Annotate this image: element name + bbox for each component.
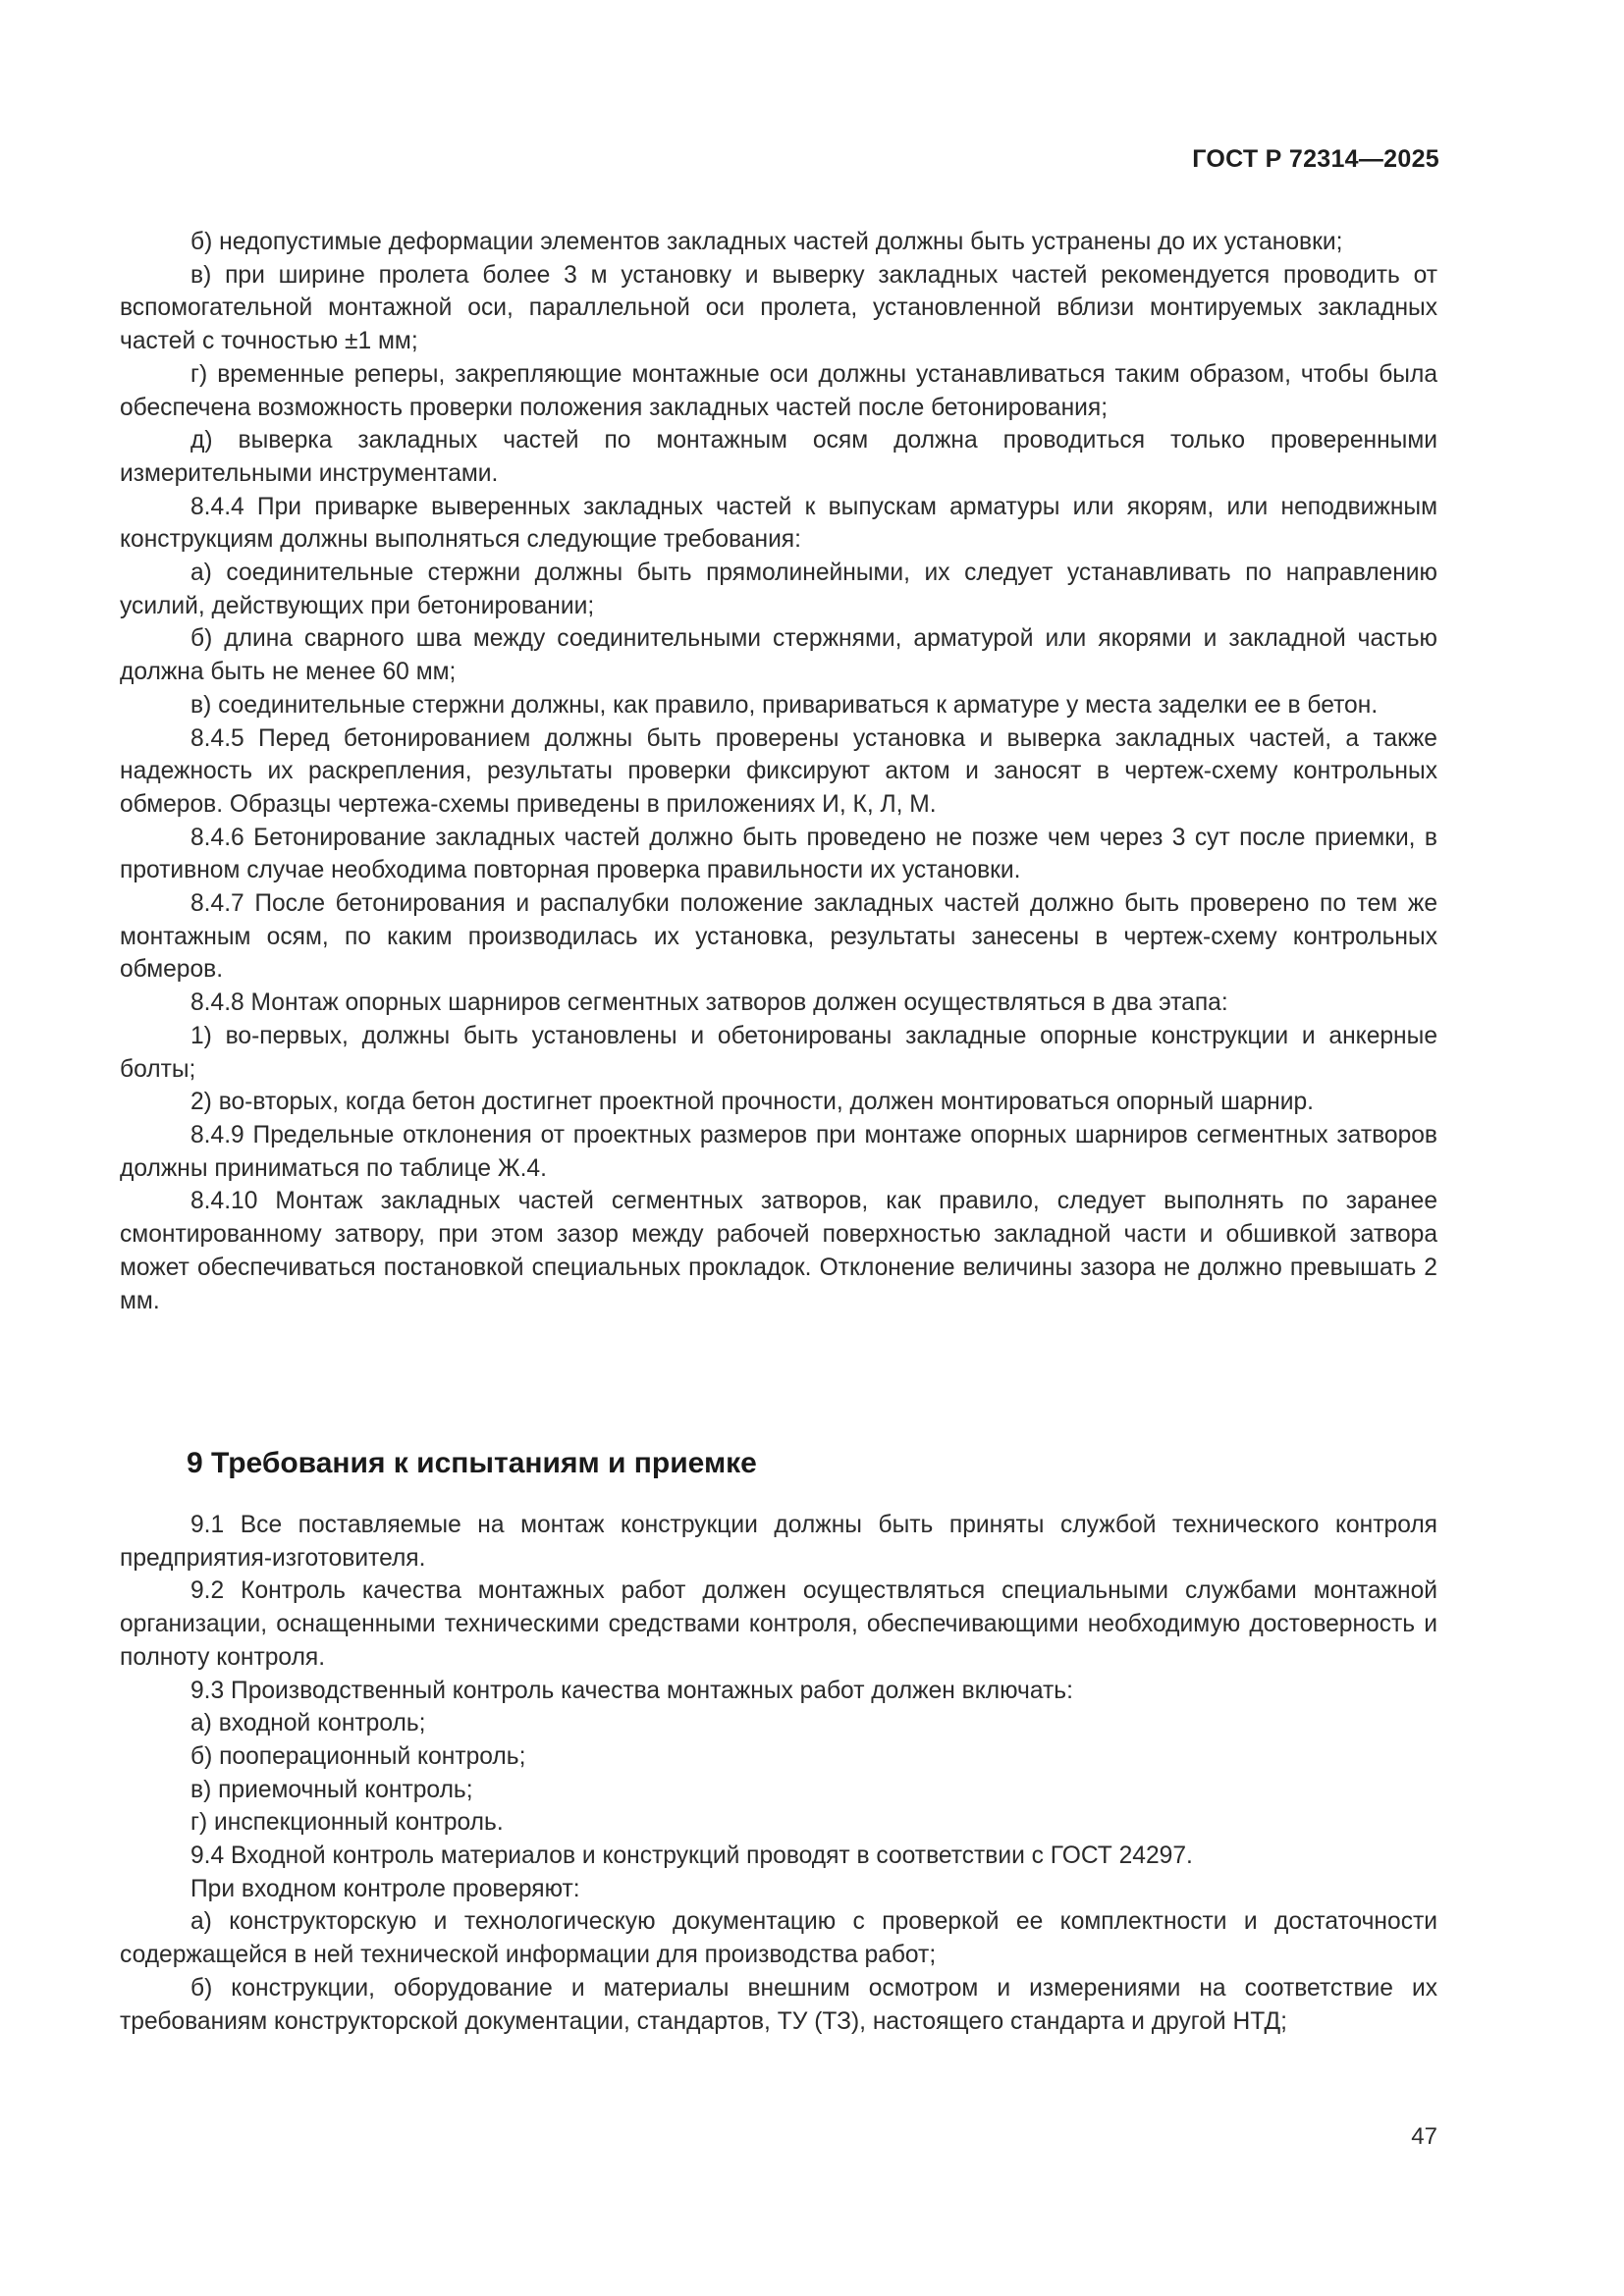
- paragraph: а) входной контроль;: [190, 1710, 426, 1737]
- paragraph: 8.4.4 При приварке выверенных закладных частей к выпускам арматуры или якорям, или неподвижным конструкциям должны выполняться следующие требования:: [120, 493, 1437, 554]
- paragraph: 9.2 Контроль качества монтажных работ должен осуществляться специальными службами монтажной организации, оснащенными техническими средствами контроля, обеспечивающими необходимую достоверность и полноту контроля.: [120, 1577, 1437, 1671]
- paragraph: б) конструкции, оборудование и материалы внешним осмотром и измерениями на соответствие их требованиям конструкторской документации, стандартов, ТУ (ТЗ), настоящего стандарта и другой НТД;: [120, 1974, 1437, 2035]
- paragraph: г) инспекционный контроль.: [190, 1809, 504, 1837]
- paragraph: б) недопустимые деформации элементов закладных частей должны быть устранены до их установки;: [190, 229, 1343, 255]
- page-number: 47: [1411, 2123, 1437, 2150]
- paragraph: 2) во-вторых, когда бетон достигнет проектной прочности, должен монтироваться опорный шарнир.: [190, 1089, 1315, 1116]
- paragraph: б) длина сварного шва между соединительными стержнями, арматурой или якорями и закладной частью должна быть не менее 60 мм;: [120, 625, 1437, 686]
- paragraph: б) пооперационный контроль;: [190, 1742, 526, 1770]
- paragraph: При входном контроле проверяют:: [190, 1875, 580, 1902]
- paragraph: 8.4.5 Перед бетонированием должны быть проверены установка и выверка закладных частей, а также надежность их раскрепления, результаты проверки фиксируют актом и заносят в чертеж-схему контрольных обмеров. Образцы чертежа-схемы приведены в приложениях И, К, Л, М.: [120, 724, 1437, 818]
- paragraph: 1) во-первых, должны быть установлены и обетонированы закладные опорные конструкции и анкерные болты;: [120, 1022, 1437, 1083]
- paragraph: в) приемочный контроль;: [190, 1776, 473, 1803]
- paragraph: г) временные реперы, закрепляющие монтажные оси должны устанавливаться таким образом, чтобы была обеспечена возможность проверки положения закладных частей после бетонирования;: [120, 360, 1437, 421]
- section-heading: 9 Требования к испытаниям и приемке: [187, 1447, 757, 1479]
- paragraph: 9.4 Входной контроль материалов и конструкций проводят в соответствии с ГОСТ 24297.: [190, 1842, 1193, 1870]
- paragraph: 8.4.9 Предельные отклонения от проектных размеров при монтаже опорных шарниров сегментных затворов должны приниматься по таблице Ж.4.: [120, 1121, 1437, 1182]
- paragraph: а) соединительные стержни должны быть прямолинейными, их следует устанавливать по направлению усилий, действующих при бетонировании;: [120, 560, 1437, 619]
- paragraph: 9.3 Производственный контроль качества монтажных работ должен включать:: [190, 1677, 1073, 1704]
- paragraph: а) конструкторскую и технологическую документацию с проверкой ее комплектности и достаточности содержащейся в ней технической информации для производства работ;: [120, 1908, 1437, 1969]
- section-9-body: [120, 1509, 1437, 2038]
- paragraph: в) при ширине пролета более 3 м установку и выверку закладных частей рекомендуется проводить от вспомогательной монтажной оси, параллельной оси пролета, установленной вблизи монтируемых закладных частей с точностью ±1 мм;: [120, 261, 1437, 355]
- paragraph: 8.4.10 Монтаж закладных частей сегментных затворов, как правило, следует выполнять по заранее смонтированному затвору, при этом зазор между рабочей поверхностью закладной части и обшивкой затвора может обеспечиваться постановкой специальных прокладок. Отклонение величины зазора не должно превышать 2 мм.: [120, 1188, 1437, 1314]
- paragraph: в) соединительные стержни должны, как правило, привариваться к арматуре у места заделки ее в бетон.: [190, 691, 1379, 719]
- paragraph: 9.1 Все поставляемые на монтаж конструкции должны быть приняты службой технического контроля предприятия-изготовителя.: [120, 1512, 1437, 1572]
- document-code-header: ГОСТ Р 72314—2025: [1192, 145, 1439, 173]
- paragraph: д) выверка закладных частей по монтажным осям должна проводиться только проверенными измерительными инструментами.: [120, 427, 1437, 487]
- paragraph: 8.4.6 Бетонирование закладных частей должно быть проведено не позже чем через 3 сут после приемки, в противном случае необходима повторная проверка правильности их установки.: [120, 824, 1437, 884]
- section-8-continuation: [120, 226, 1437, 1317]
- paragraph: 8.4.7 После бетонирования и распалубки положение закладных частей должно быть проверено по тем же монтажным осям, по каким производилась их установка, результаты занесены в чертеж-схему контрольных обмеров.: [120, 890, 1437, 984]
- paragraph: 8.4.8 Монтаж опорных шарниров сегментных затворов должен осуществляться в два этапа:: [190, 989, 1228, 1017]
